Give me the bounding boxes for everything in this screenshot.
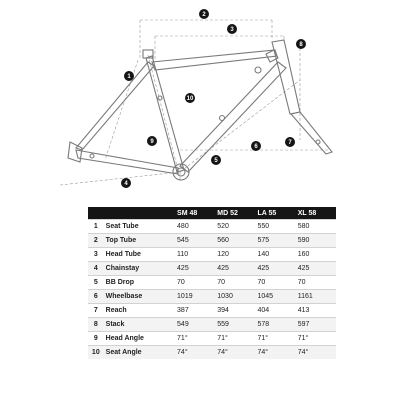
row-value: 549 bbox=[175, 318, 215, 332]
table-row bbox=[88, 220, 336, 234]
svg-text:2: 2 bbox=[202, 12, 206, 18]
row-number: 4 bbox=[88, 262, 104, 276]
row-value: 140 bbox=[256, 248, 296, 262]
row-value: 71° bbox=[175, 332, 215, 346]
row-value: 425 bbox=[296, 262, 336, 276]
row-label: Chainstay bbox=[104, 262, 175, 276]
row-label: Head Angle bbox=[104, 332, 175, 346]
row-value: 550 bbox=[256, 220, 296, 234]
row-value: 413 bbox=[296, 304, 336, 318]
row-value: 425 bbox=[175, 262, 215, 276]
row-value: 1030 bbox=[215, 290, 255, 304]
row-value: 110 bbox=[175, 248, 215, 262]
row-number: 8 bbox=[88, 318, 104, 332]
column-header: LA 55 bbox=[256, 207, 296, 220]
row-value: 1019 bbox=[175, 290, 215, 304]
row-value: 70 bbox=[175, 276, 215, 290]
dimension-lines bbox=[60, 20, 330, 185]
row-value: 71° bbox=[215, 332, 255, 346]
row-value: 120 bbox=[215, 248, 255, 262]
svg-text:8: 8 bbox=[299, 42, 303, 48]
marker-3 bbox=[227, 24, 237, 34]
row-label: Seat Tube bbox=[104, 220, 175, 234]
svg-text:10: 10 bbox=[186, 96, 194, 102]
row-value: 387 bbox=[175, 304, 215, 318]
row-label: Stack bbox=[104, 318, 175, 332]
column-header: MD 52 bbox=[215, 207, 255, 220]
marker-1 bbox=[124, 71, 134, 81]
marker-2 bbox=[199, 9, 209, 19]
row-number: 7 bbox=[88, 304, 104, 318]
row-label: Head Tube bbox=[104, 248, 175, 262]
row-number: 2 bbox=[88, 234, 104, 248]
table-row bbox=[88, 346, 336, 360]
table-row bbox=[88, 290, 336, 304]
row-value: 1045 bbox=[256, 290, 296, 304]
row-value: 74° bbox=[215, 346, 255, 360]
table-header-row bbox=[88, 207, 336, 220]
marker-7 bbox=[285, 137, 295, 147]
table-header-blank bbox=[88, 207, 175, 220]
row-value: 597 bbox=[296, 318, 336, 332]
svg-text:3: 3 bbox=[230, 27, 234, 33]
marker-5 bbox=[211, 155, 221, 165]
row-number: 6 bbox=[88, 290, 104, 304]
row-value: 590 bbox=[296, 234, 336, 248]
table-row bbox=[88, 332, 336, 346]
row-value: 74° bbox=[256, 346, 296, 360]
row-number: 3 bbox=[88, 248, 104, 262]
row-value: 70 bbox=[296, 276, 336, 290]
row-value: 71° bbox=[256, 332, 296, 346]
row-number: 1 bbox=[88, 220, 104, 234]
row-number: 10 bbox=[88, 346, 104, 360]
svg-text:7: 7 bbox=[288, 140, 292, 146]
row-label: Seat Angle bbox=[104, 346, 175, 360]
svg-text:1: 1 bbox=[127, 74, 131, 80]
row-label: Top Tube bbox=[104, 234, 175, 248]
svg-text:5: 5 bbox=[214, 158, 218, 164]
row-value: 560 bbox=[215, 234, 255, 248]
row-value: 74° bbox=[296, 346, 336, 360]
column-header: XL 58 bbox=[296, 207, 336, 220]
table-row bbox=[88, 276, 336, 290]
row-value: 425 bbox=[215, 262, 255, 276]
frame-tubes bbox=[68, 40, 332, 180]
row-value: 394 bbox=[215, 304, 255, 318]
geometry-table bbox=[88, 207, 336, 359]
row-value: 580 bbox=[296, 220, 336, 234]
table-row bbox=[88, 262, 336, 276]
row-value: 480 bbox=[175, 220, 215, 234]
svg-text:4: 4 bbox=[124, 181, 128, 187]
row-value: 575 bbox=[256, 234, 296, 248]
row-label: Wheelbase bbox=[104, 290, 175, 304]
row-value: 74° bbox=[175, 346, 215, 360]
table-row bbox=[88, 304, 336, 318]
table-row bbox=[88, 234, 336, 248]
row-value: 71° bbox=[296, 332, 336, 346]
marker-4 bbox=[121, 178, 131, 188]
row-value: 1161 bbox=[296, 290, 336, 304]
marker-6 bbox=[251, 141, 261, 151]
column-header: SM 48 bbox=[175, 207, 215, 220]
marker-9 bbox=[147, 136, 157, 146]
svg-text:6: 6 bbox=[254, 144, 258, 150]
row-value: 425 bbox=[256, 262, 296, 276]
row-value: 559 bbox=[215, 318, 255, 332]
table-row bbox=[88, 248, 336, 262]
row-value: 70 bbox=[256, 276, 296, 290]
marker-8 bbox=[296, 39, 306, 49]
row-value: 520 bbox=[215, 220, 255, 234]
svg-text:9: 9 bbox=[150, 139, 154, 145]
row-value: 545 bbox=[175, 234, 215, 248]
row-label: Reach bbox=[104, 304, 175, 318]
row-number: 9 bbox=[88, 332, 104, 346]
marker-10 bbox=[185, 93, 195, 103]
row-label: BB Drop bbox=[104, 276, 175, 290]
row-value: 70 bbox=[215, 276, 255, 290]
table-row bbox=[88, 318, 336, 332]
row-value: 160 bbox=[296, 248, 336, 262]
row-value: 578 bbox=[256, 318, 296, 332]
row-number: 5 bbox=[88, 276, 104, 290]
row-value: 404 bbox=[256, 304, 296, 318]
